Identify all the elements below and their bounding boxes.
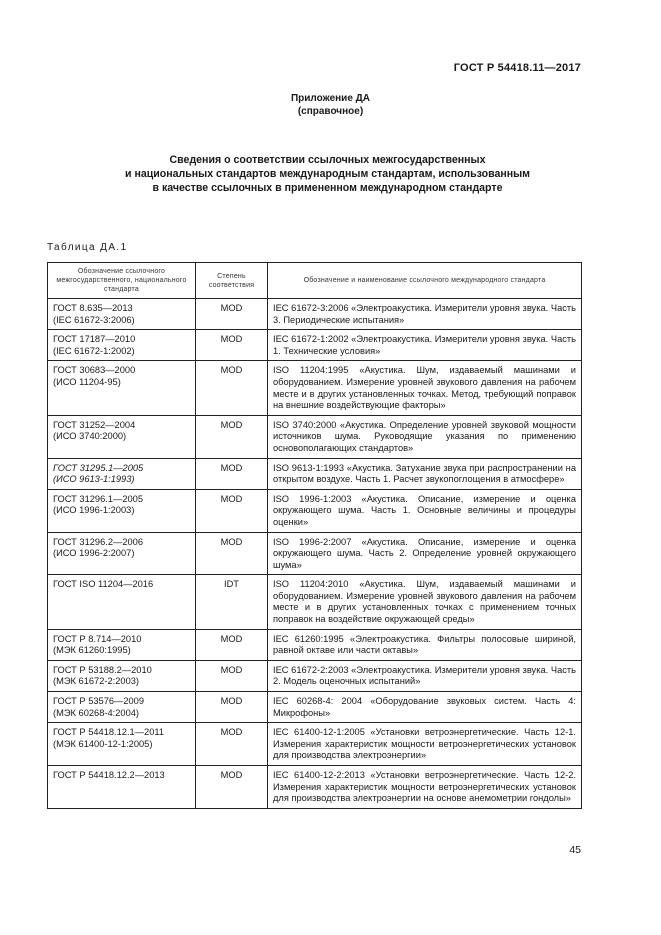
national-standard-designation: (МЭК 61672-2:2003) <box>53 676 140 687</box>
national-standard-designation: ГОСТ 31252—2004 <box>53 419 136 430</box>
degree-cell: MOD <box>196 692 268 723</box>
appendix-subtitle: (справочное) <box>297 106 364 117</box>
international-standard-cell: IEC 61400-12-2:2013 «Установки ветроэнергетические. Часть 12-2. Измерения характеристик мощности ветроэнергетических установок для производства электроэнергии на основе анемометрии гондолы» <box>268 766 582 809</box>
national-standard-designation: (ИСО 1996-1:2003) <box>53 505 135 516</box>
international-standard-cell: IEC 60268-4: 2004 «Оборудование звуковых систем. Часть 4: Микрофоны» <box>268 692 582 723</box>
table-row <box>48 575 582 629</box>
national-standard-designation: ГОСТ Р 54418.12.1—2011 <box>53 727 165 738</box>
table-row <box>48 458 582 489</box>
national-standard-designation: ГОСТ 8.635—2013 <box>53 303 133 313</box>
international-standard-cell: IEC 61672-3:2006 «Электроакустика. Измерители уровня звука. Часть 3. Периодические испытания» <box>268 299 582 330</box>
international-standard-cell: ISO 1996-2:2007 «Акустика. Описание, измерение и оценка окружающего шума. Часть 2. Определение уровней окружающего шума» <box>268 532 582 575</box>
degree-cell: MOD <box>196 330 268 361</box>
national-standard-designation: ГОСТ 31295.1—2005 <box>53 462 144 473</box>
national-standard-cell <box>48 489 196 532</box>
national-standard-designation: ГОСТ Р 53576—2009 <box>53 696 145 707</box>
degree-cell: MOD <box>196 660 268 691</box>
national-standard-designation: (IEC 61672-1:2002) <box>53 345 135 356</box>
national-standard-cell <box>48 330 196 361</box>
header-national-standard: Обозначение ссылочного межгосударственного, национального стандарта <box>48 263 196 299</box>
national-standard-designation: (МЭК 61260:1995) <box>53 645 131 656</box>
section-title-line: в качестве ссылочных в примененном международном стандарте <box>152 182 503 194</box>
table-label: Таблица ДА.1 <box>47 242 128 253</box>
national-standard-designation: (ИСО 9613-1:1993) <box>53 474 135 485</box>
national-standard-cell <box>48 415 196 458</box>
document-code: ГОСТ Р 54418.11—2017 <box>453 62 581 74</box>
national-standard-designation: ГОСТ 17187—2010 <box>53 334 136 345</box>
appendix-title: Приложение ДА <box>290 93 371 104</box>
international-standard-cell: ISO 9613-1:1993 «Акустика. Затухание звука при распространении на открытом воздухе. Часть 1. Расчет звукопоглощения в атмосфере» <box>268 458 582 489</box>
table-header-row <box>48 263 582 299</box>
national-standard-designation: ГОСТ 31296.1—2005 <box>53 493 143 504</box>
page-number: 45 <box>569 844 581 856</box>
degree-cell: MOD <box>196 629 268 660</box>
degree-cell: MOD <box>196 766 268 809</box>
international-standard-cell: IEC 61400-12-1:2005 «Установки ветроэнергетические. Часть 12-1. Измерения характеристик мощности ветроэнергетических установок для производства электроэнергии» <box>268 723 582 766</box>
national-standard-designation: ГОСТ 30683—2000 <box>53 365 136 376</box>
table-row <box>48 532 582 575</box>
table-row <box>48 330 582 361</box>
degree-cell: MOD <box>196 723 268 766</box>
degree-cell: MOD <box>196 458 268 489</box>
table-row <box>48 415 582 458</box>
header-international-standard: Обозначение и наименование ссылочного международного стандарта <box>268 263 582 299</box>
table-row <box>48 766 582 809</box>
degree-cell: MOD <box>196 532 268 575</box>
table-row <box>48 629 582 660</box>
section-title-line: Сведения о соответствии ссылочных межгосударственных <box>169 154 486 166</box>
section-title-line: и национальных стандартов международным стандартам, использованным <box>124 168 531 180</box>
header-degree: Степень соответствия <box>196 263 268 299</box>
table-row <box>48 692 582 723</box>
standards-table <box>47 262 582 809</box>
international-standard-cell: IEC 61260:1995 «Электроакустика. Фильтры полосовые шириной, равной октаве или части октавы» <box>268 629 582 660</box>
national-standard-cell <box>48 575 196 629</box>
national-standard-designation: ГОСТ Р 8.714—2010 <box>53 633 142 644</box>
degree-cell: MOD <box>196 415 268 458</box>
national-standard-designation: (МЭК 60268-4:2004) <box>53 707 140 718</box>
national-standard-designation: (ИСО 1996-2:2007) <box>53 548 135 559</box>
degree-cell: MOD <box>196 299 268 330</box>
appendix-heading <box>0 92 661 118</box>
national-standard-cell <box>48 361 196 415</box>
national-standard-designation: ГОСТ 31296.2—2006 <box>53 536 143 547</box>
international-standard-cell: ISO 11204:1995 «Акустика. Шум, издаваемый машинами и оборудованием. Измерение уровней звукового давления на рабочем месте и в других установленных точках. Метод, требующий поправок на внешние воздействующие факторы» <box>268 361 582 415</box>
international-standard-cell: IEC 61672-1:2002 «Электроакустика. Измерители уровня звука. Часть 1. Технические условия» <box>268 330 582 361</box>
national-standard-cell <box>48 458 196 489</box>
national-standard-designation: (МЭК 61400-12-1:2005) <box>53 738 153 749</box>
national-standard-designation: (IEC 61672-3:2006) <box>53 314 135 325</box>
national-standard-cell <box>48 629 196 660</box>
table-row <box>48 489 582 532</box>
national-standard-designation: ГОСТ Р 54418.12.2—2013 <box>53 770 165 780</box>
international-standard-cell: ISO 3740:2000 «Акустика. Определение уровней звуковой мощности источников шума. Руководящие указания по применению основополагающих стандартов» <box>268 415 582 458</box>
table-row <box>48 299 582 330</box>
national-standard-designation: (ИСО 11204-95) <box>53 376 121 387</box>
section-title <box>90 153 565 195</box>
degree-cell: MOD <box>196 489 268 532</box>
national-standard-designation: (ИСО 3740:2000) <box>53 431 127 442</box>
table-row <box>48 723 582 766</box>
table-row <box>48 361 582 415</box>
table-body <box>48 299 582 809</box>
national-standard-cell <box>48 660 196 691</box>
national-standard-designation: ГОСТ Р 53188.2—2010 <box>53 664 152 675</box>
table-row <box>48 660 582 691</box>
national-standard-designation: ГОСТ ISO 11204—2016 <box>53 579 154 590</box>
national-standard-cell <box>48 766 196 809</box>
national-standard-cell <box>48 723 196 766</box>
international-standard-cell: IEC 61672-2:2003 «Электроакустика. Измерители уровня звука. Часть 2. Модель оценочных испытаний» <box>268 660 582 691</box>
degree-cell: IDT <box>196 575 268 629</box>
international-standard-cell: ISO 1996-1:2003 «Акустика. Описание, измерение и оценка окружающего шума. Часть 1. Основные величины и процедуры оценки» <box>268 489 582 532</box>
national-standard-cell <box>48 692 196 723</box>
national-standard-cell <box>48 299 196 330</box>
national-standard-cell <box>48 532 196 575</box>
international-standard-cell: ISO 11204:2010 «Акустика. Шум, издаваемый машинами и оборудованием. Измерение уровней звукового давления на рабочем месте и в других установленных точках с применением точных поправок на воздействие окружающей среды» <box>268 575 582 629</box>
degree-cell: MOD <box>196 361 268 415</box>
